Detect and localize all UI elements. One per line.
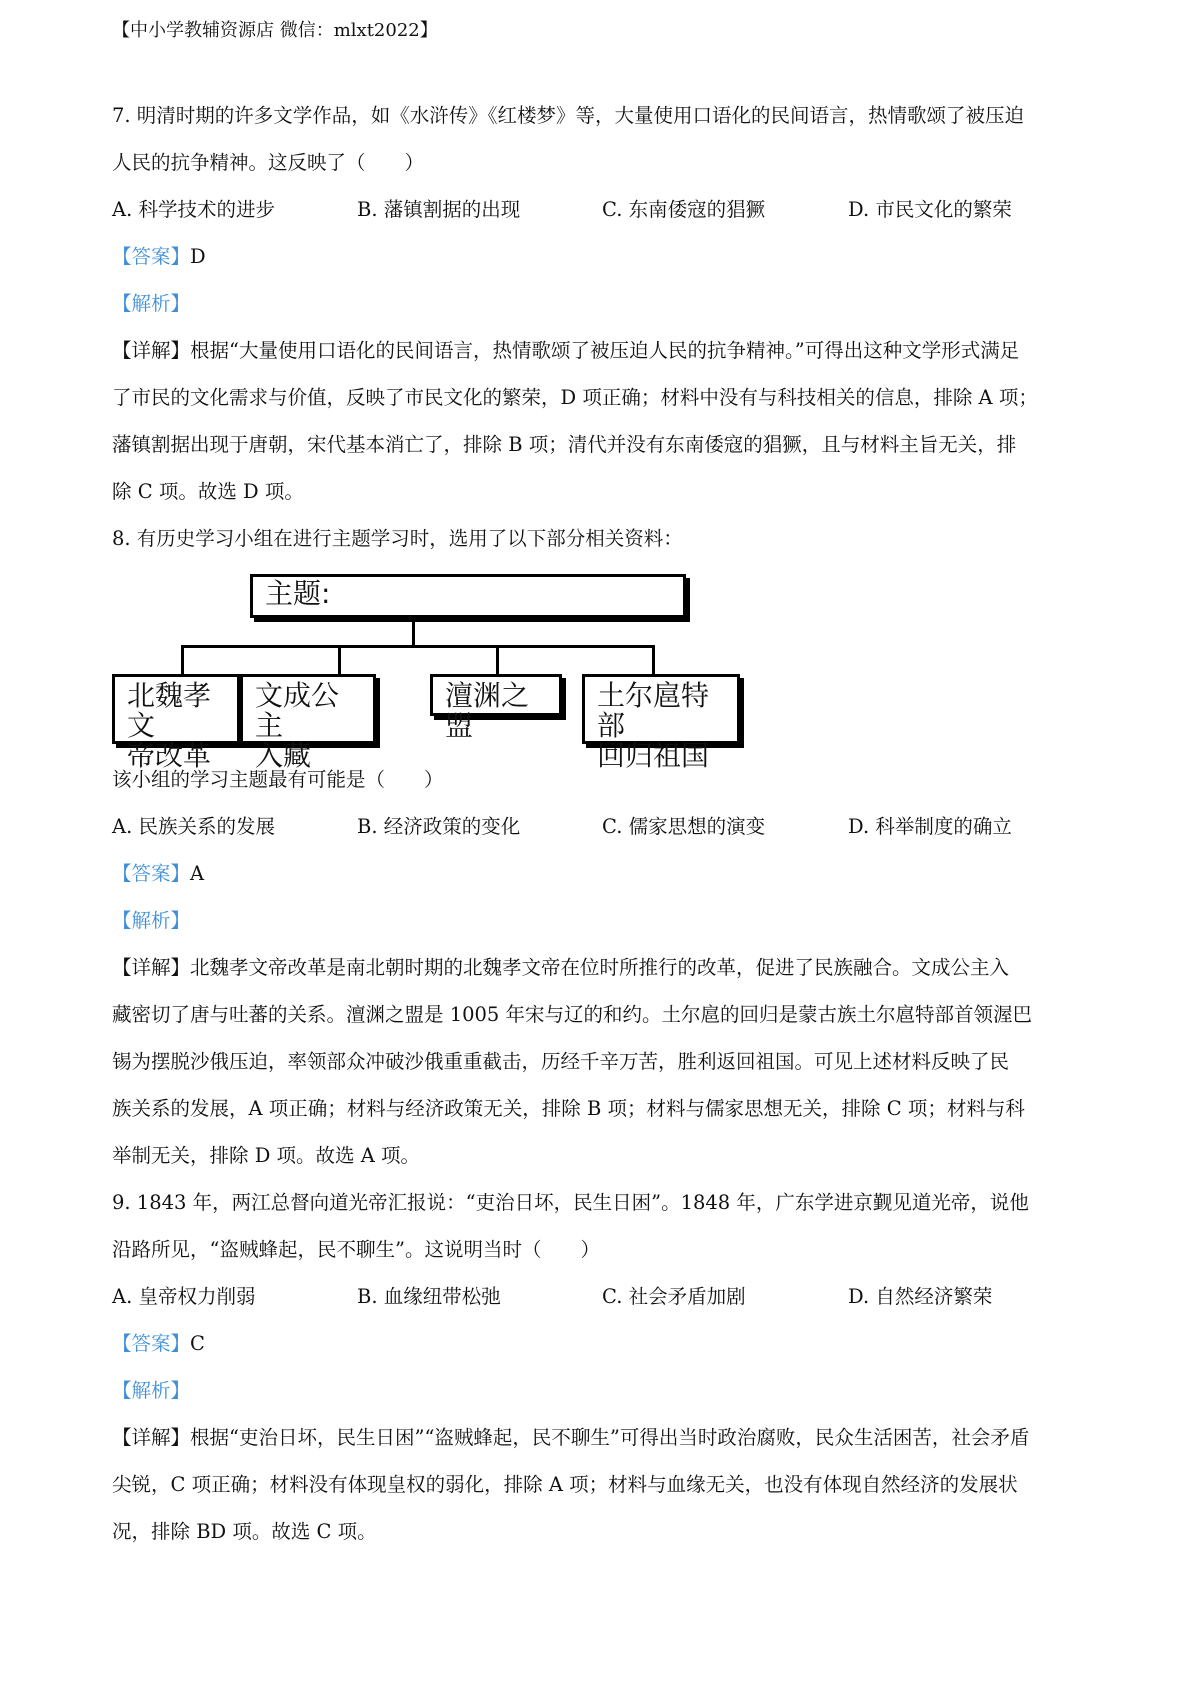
q9-detail-line2: 尖锐，C 项正确；材料没有体现皇权的弱化，排除 A 项；材料与血缘无关，也没有体现自然经济的发展状 — [112, 1473, 1018, 1496]
diagram-connector-4 — [652, 645, 655, 675]
q9-stem-line1: 9. 1843 年，两江总督向道光帝汇报说：“吏治日坏，民生日困”。1848 年，广东学进京觐见道光帝，说他 — [112, 1191, 1029, 1214]
q8-option-a: A. 民族关系的发展 — [112, 815, 275, 838]
diagram-box-treaty-line1: 澶渊之盟 — [445, 679, 530, 742]
q7-detail-line1: 【详解】根据“大量使用口语化的民间语言，热情歌颂了被压迫人民的抗争精神。”可得出这种文学形式满足 — [112, 339, 1020, 362]
diagram-title-box — [250, 574, 686, 618]
q9-option-b: B. 血缘纽带松弛 — [357, 1285, 501, 1308]
q9-option-c: C. 社会矛盾加剧 — [602, 1285, 746, 1308]
q7-detail-line3: 藩镇割据出现于唐朝，宋代基本消亡了，排除 B 项；清代并没有东南倭寇的猖獗，且与材料主旨无关，排 — [112, 433, 1017, 456]
diagram-box-torghut-line1: 土尔扈特部 — [597, 679, 710, 742]
diagram-connector-main — [412, 618, 415, 647]
q8-detail-line3: 锡为摆脱沙俄压迫，率领部众冲破沙俄重重截击，历经千辛万苦，胜利返回祖国。可见上述材料反映了民 — [112, 1050, 1010, 1073]
q7-stem-line2: 人民的抗争精神。这反映了（ ） — [112, 151, 425, 174]
q9-detail-line1: 【详解】根据“吏治日坏，民生日困”“盗贼蜂起，民不聊生”可得出当时政治腐败，民众生活困苦，社会矛盾 — [112, 1426, 1030, 1449]
diagram-connector-3 — [496, 645, 499, 675]
q8-analysis-label: 【解析】 — [112, 909, 191, 932]
q9-answer-value: C — [190, 1332, 205, 1355]
diagram-connector-2 — [338, 645, 341, 675]
q8-stem-line2: 该小组的学习主题最有可能是（ ） — [112, 768, 444, 791]
q8-detail-line2: 藏密切了唐与吐蕃的关系。澶渊之盟是 1005 年宋与辽的和约。土尔扈的回归是蒙古族土尔扈特部首领渥巴 — [112, 1003, 1033, 1026]
diagram-box-princess-line2: 入藏 — [255, 739, 312, 772]
q7-answer-value: D — [190, 245, 206, 268]
q9-analysis-label: 【解析】 — [112, 1379, 191, 1402]
diagram-box-reform-line1: 北魏孝文 — [127, 679, 212, 742]
q8-detail-line5: 举制无关，排除 D 项。故选 A 项。 — [112, 1144, 421, 1167]
q9-option-d: D. 自然经济繁荣 — [848, 1285, 993, 1308]
q8-answer — [112, 864, 204, 884]
page-header: 【中小学教辅资源店 微信：mlxt2022】 — [112, 20, 438, 41]
q7-option-b: B. 藩镇割据的出现 — [357, 198, 521, 221]
q7-option-c: C. 东南倭寇的猖獗 — [602, 198, 766, 221]
q7-analysis-label: 【解析】 — [112, 292, 191, 315]
q9-detail-line3: 况，排除 BD 项。故选 C 项。 — [112, 1520, 377, 1543]
q8-option-c: C. 儒家思想的演变 — [602, 815, 766, 838]
q7-answer — [112, 247, 206, 267]
q8-detail-line1: 【详解】北魏孝文帝改革是南北朝时期的北魏孝文帝在位时所推行的改革，促进了民族融合。文成公主入 — [112, 956, 1010, 979]
q8-detail-line4: 族关系的发展，A 项正确；材料与经济政策无关，排除 B 项；材料与儒家思想无关，排除 C 项；材料与科 — [112, 1097, 1025, 1120]
q8-option-b: B. 经济政策的变化 — [357, 815, 521, 838]
diagram-connector-horizontal — [181, 645, 653, 648]
theme-diagram — [112, 574, 752, 772]
q9-answer-label: 【答案】 — [112, 1332, 191, 1355]
q8-option-d: D. 科举制度的确立 — [848, 815, 1012, 838]
q7-answer-label: 【答案】 — [112, 245, 191, 268]
q9-answer — [112, 1334, 205, 1354]
q9-option-a: A. 皇帝权力削弱 — [112, 1285, 256, 1308]
diagram-box-princess — [240, 674, 376, 772]
q8-answer-value: A — [190, 862, 205, 885]
diagram-box-reform — [112, 674, 240, 772]
diagram-connector-1 — [181, 645, 184, 675]
q7-detail-line4: 除 C 项。故选 D 项。 — [112, 480, 304, 503]
diagram-box-reform-line2: 帝改革 — [127, 739, 212, 772]
diagram-title: 主题: — [265, 577, 331, 610]
diagram-box-torghut — [582, 674, 740, 772]
q7-option-a: A. 科学技术的进步 — [112, 198, 275, 221]
q8-stem-line1: 8. 有历史学习小组在进行主题学习时，选用了以下部分相关资料： — [112, 527, 683, 550]
diagram-box-princess-line1: 文成公主 — [255, 679, 340, 742]
q8-answer-label: 【答案】 — [112, 862, 191, 885]
q7-option-d: D. 市民文化的繁荣 — [848, 198, 1012, 221]
q7-stem-line1: 7. 明清时期的许多文学作品，如《水浒传》《红楼梦》等，大量使用口语化的民间语言，热情歌颂了被压迫 — [112, 104, 1025, 127]
diagram-box-treaty — [430, 674, 562, 742]
q9-stem-line2: 沿路所见，“盗贼蜂起，民不聊生”。这说明当时（ ） — [112, 1238, 600, 1261]
q7-detail-line2: 了市民的文化需求与价值，反映了市民文化的繁荣，D 项正确；材料中没有与科技相关的信息，排除 A 项； — [112, 386, 1038, 409]
diagram-box-torghut-line2: 回归祖国 — [597, 739, 710, 772]
